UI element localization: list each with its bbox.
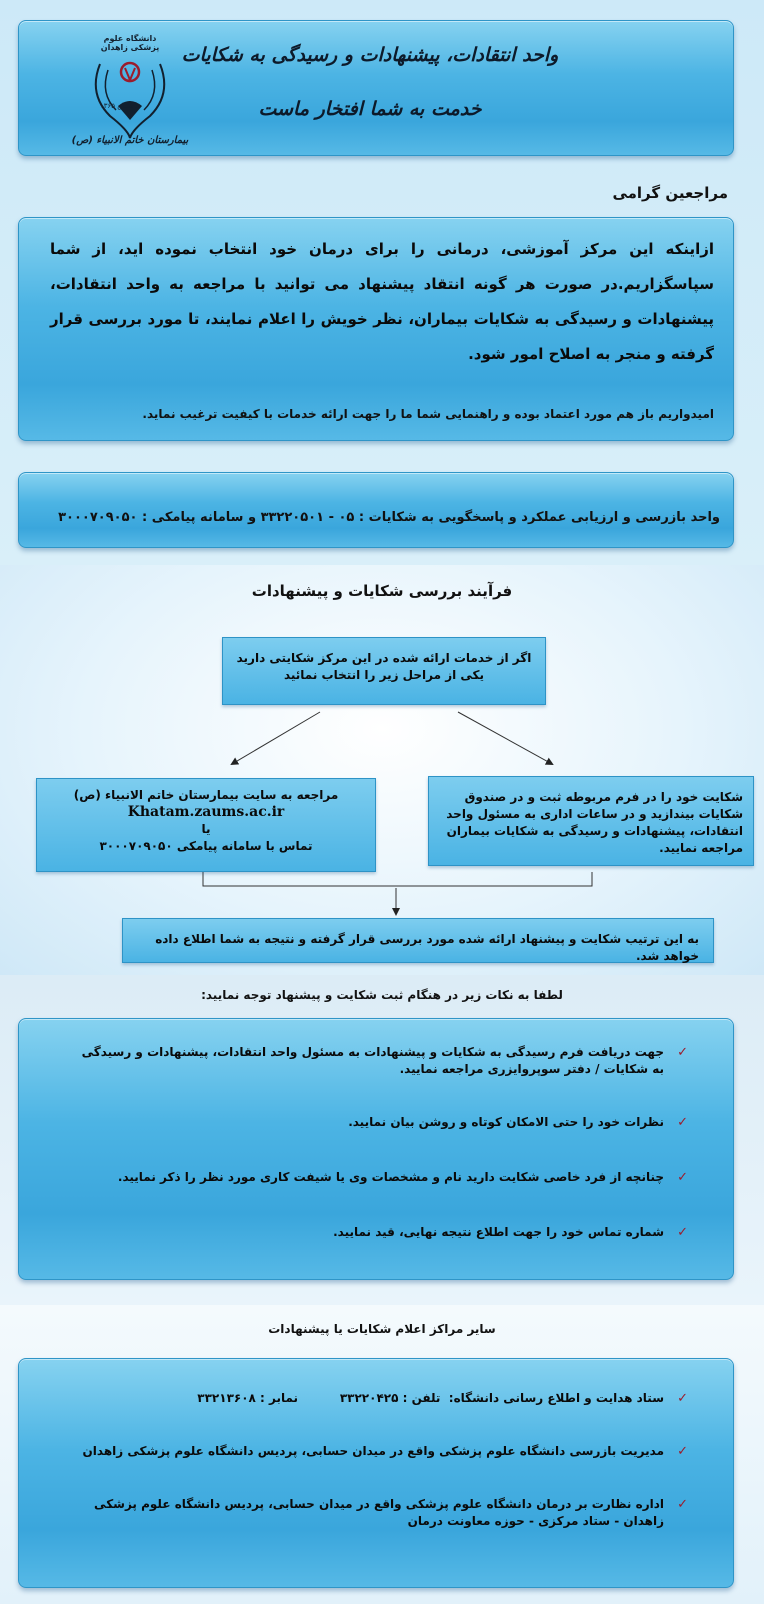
process-left-box (36, 778, 376, 872)
checkmark-icon: ✓ (677, 1115, 688, 1130)
checkmark-icon: ✓ (677, 1170, 688, 1185)
note-text: چنانچه از فرد خاصی شکایت دارید نام و مشخصات وی یا شیفت کاری مورد نظر را ذکر نمایید. (117, 1170, 664, 1184)
list-item (70, 1496, 688, 1530)
arrow-to-left-box (232, 712, 320, 764)
process-left-or: یا (201, 822, 211, 836)
checkmark-icon: ✓ (677, 1225, 688, 1240)
process-start-box (222, 637, 546, 705)
others-title: سایر مراکز اعلام شکایات یا پیشنهادات (268, 1322, 496, 1336)
process-right-text: شکایت خود را در فرم مربوطه ثبت و در صندوق شکایات بیندازید و در ساعات اداری به مسئول واحد انتقادات، پیشنهادات و رسیدگی به شکایات بیماران مراجعه نمایید. (446, 790, 743, 855)
note-text: نظرات خود را حتی الامکان کوتاه و روشن بیان نمایید. (348, 1115, 664, 1129)
checkmark-icon: ✓ (677, 1391, 688, 1406)
checkmark-icon: ✓ (677, 1444, 688, 1459)
arrow-to-right-box (458, 712, 552, 764)
greeting-heading: مراجعین گرامی (612, 184, 728, 202)
logo-university-name: دانشگاه علوم پزشکی زاهدان (100, 34, 160, 52)
process-right-box (428, 776, 754, 866)
note-text: شماره تماس خود را جهت اطلاع نتیجه نهایی، قید نمایید. (333, 1225, 664, 1239)
process-start-line2: یکی از مراحل زیر را انتخاب نمائید (283, 668, 485, 682)
list-item (70, 1443, 688, 1460)
header-title: واحد انتقادات، پیشنهادات و رسیدگی به شکایات (181, 44, 559, 66)
list-item (70, 1114, 688, 1131)
logo-hospital-name: بیمارستان خاتم الانبیاء (ص) (71, 135, 189, 146)
header-subtitle: خدمت به شما افتخار ماست (258, 98, 482, 120)
process-result-text: به این ترتیب شکایت و پیشنهاد ارائه شده مورد بررسی قرار گرفته و نتیجه به شما اطلاع داده خواهد شد. (155, 932, 699, 963)
other-center-text: مدیریت بازرسی دانشگاه علوم پزشکی واقع در میدان حسابی، پردیس دانشگاه علوم پزشکی زاهدان (82, 1444, 664, 1458)
process-left-line1: مراجعه به سایت بیمارستان خاتم الانبیاء (ص) (73, 788, 339, 802)
checkmark-icon: ✓ (677, 1497, 688, 1512)
others-list (70, 1390, 688, 1530)
other-center-text: اداره نظارت بر درمان دانشگاه علوم پزشکی واقع در میدان حسابی، پردیس دانشگاه علوم پزشکی زاهدان - ستاد مرکزی - حوزه معاونت درمان (94, 1497, 664, 1528)
process-result-box (122, 918, 714, 963)
contact-line: واحد بازرسی و ارزیابی عملکرد و پاسخگویی به شکایات : ۰۵ - ۳۳۲۲۰۵۰۱ و سامانه پیامکی : ۳۰۰۰۷۰۹۰۵۰ (58, 510, 720, 525)
other-center-text: ستاد هدایت و اطلاع رسانی دانشگاه: تلفن : ۳۳۲۲۰۴۲۵ نمابر : ۳۳۲۱۳۶۰۸ (197, 1391, 664, 1405)
list-item (70, 1169, 688, 1186)
list-item (70, 1390, 688, 1407)
process-left-line3: تماس با سامانه پیامکی ۳۰۰۰۷۰۹۰۵۰ (99, 839, 313, 853)
list-item (70, 1044, 688, 1078)
process-left-site: Khatam.zaums.ac.ir (127, 804, 285, 820)
notes-title: لطفا به نکات زیر در هنگام ثبت شکایت و پیشنهاد توجه نمایید: (201, 988, 563, 1002)
intro-paragraph: ازاینکه این مرکز آموزشی، درمانی را برای درمان خود انتخاب نموده اید، از شما سپاسگزاریم.در صورت هر گونه انتقاد پیشنهاد می توانید با مراجعه به واحد انتقادات، پیشنهادات و رسیدگی به شکایات بیماران، نظر خویش را اعلام نمایند، تا مورد بررسی قرار گرفته و منجر به اصلاح امور شود. (50, 240, 714, 363)
process-title: فرآیند بررسی شکایات و پیشنهادات (251, 582, 513, 600)
process-start-line1: اگر از خدمات ارائه شده در این مرکز شکایتی دارید (236, 651, 532, 665)
checkmark-icon: ✓ (677, 1045, 688, 1060)
note-text: جهت دریافت فرم رسیدگی به شکایات و پیشنهادات به مسئول واحد انتقادات، پیشنهادات و رسیدگی به شکایات / دفتر سوپروایزری مراجعه نمایید. (81, 1045, 664, 1076)
list-item (70, 1224, 688, 1241)
logo-year: تاسیس ۱۳۶۵ (100, 102, 139, 110)
merge-connector (203, 872, 592, 886)
hope-paragraph: امیدواریم باز هم مورد اعتماد بوده و راهنمایی شما ما را جهت ارائه خدمات با کیفیت ترغیب نماید. (142, 407, 714, 421)
notes-list (70, 1044, 688, 1241)
